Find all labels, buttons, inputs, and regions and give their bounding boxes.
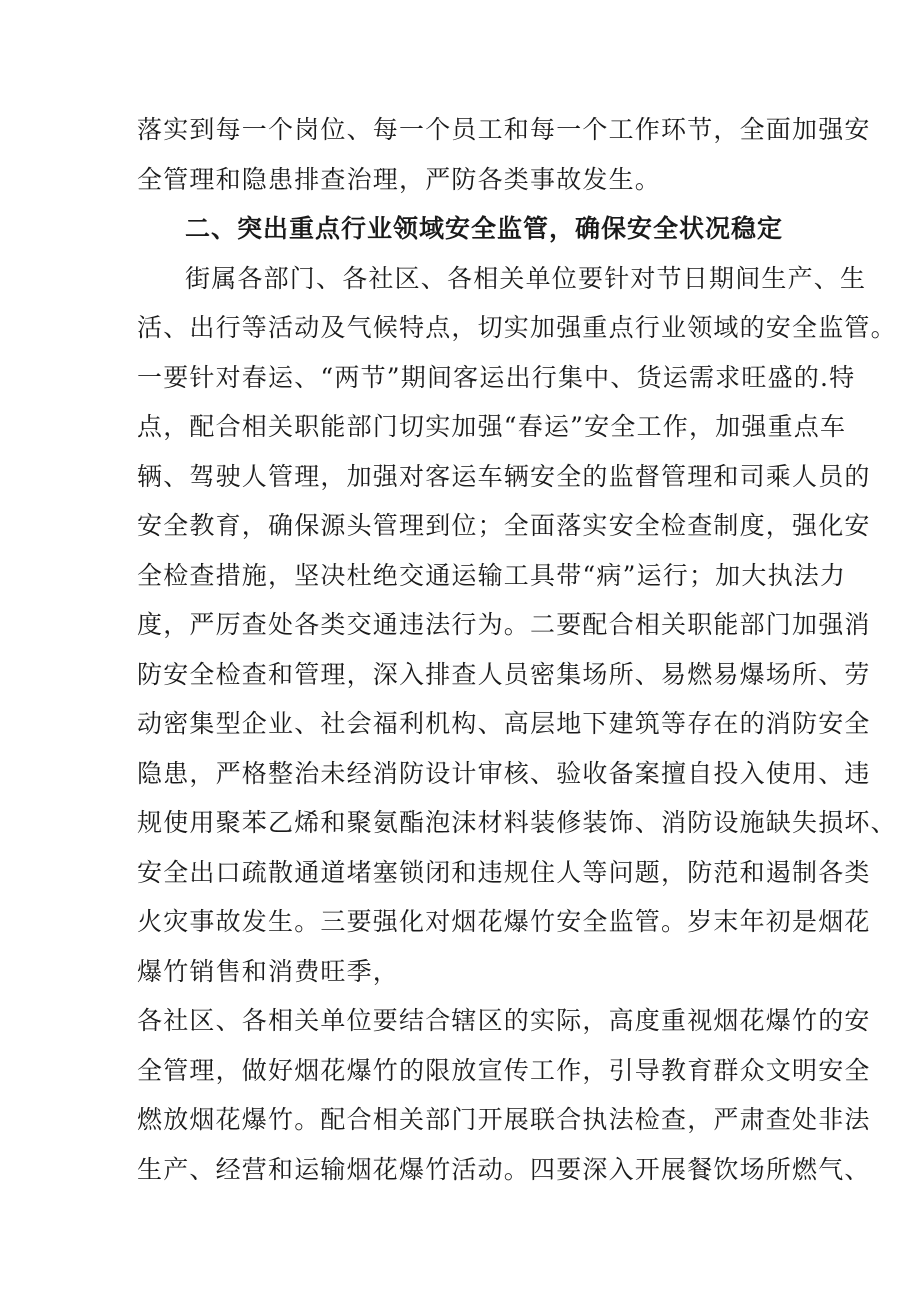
- text-line: 防安全检查和管理，深入排查人员密集场所、易燃易爆场所、劳: [137, 660, 871, 689]
- text-line: 安全出口疏散通道堵塞锁闭和违规住人等问题，防范和遏制各类: [137, 858, 871, 887]
- text-line: 安全教育，确保源头管理到位；全面落实安全检查制度，强化安: [137, 511, 871, 540]
- text-line: 全管理和隐患排查治理，严防各类事故发生。: [137, 165, 662, 194]
- text-line: 落实到每一个岗位、每一个员工和每一个工作环节，全面加强安: [137, 115, 871, 144]
- text-line: 辆、驾驶人管理，加强对客运车辆安全的监督管理和司乘人员的: [137, 462, 871, 491]
- text-line: 隐患，严格整治未经消防设计审核、验收备案擅自投入使用、违: [137, 759, 871, 788]
- text-line: 活、出行等活动及气候特点，切实加强重点行业领域的安全监管。: [137, 313, 897, 342]
- text-line: 火灾事故发生。三要强化对烟花爆竹安全监管。岁末年初是烟花: [137, 907, 871, 936]
- text-line: 一要针对春运、“两节”期间客运出行集中、货运需求旺盛的.特: [137, 363, 856, 392]
- text-line: 全检查措施，坚决杜绝交通运输工具带“病”运行；加大执法力: [137, 561, 847, 590]
- text-line: 动密集型企业、社会福利机构、高层地下建筑等存在的消防安全: [137, 709, 871, 738]
- text-line: 全管理，做好烟花爆竹的限放宣传工作，引导教育群众文明安全: [137, 1056, 871, 1085]
- text-line: 燃放烟花爆竹。配合相关部门开展联合执法检查，严肃查处非法: [137, 1105, 871, 1134]
- text-line: 爆竹销售和消费旺季，: [137, 957, 400, 986]
- text-line: 各社区、各相关单位要结合辖区的实际，高度重视烟花爆竹的安: [137, 1006, 871, 1035]
- section-heading: 二、突出重点行业领域安全监管，确保安全状况稳定: [185, 214, 784, 243]
- text-line: 度，严厉查处各类交通违法行为。二要配合相关职能部门加强消: [137, 610, 871, 639]
- text-line: 规使用聚苯乙烯和聚氨酯泡沫材料装修装饰、消防设施缺失损坏、: [137, 808, 897, 837]
- text-line: 点，配合相关职能部门切实加强“春运”安全工作，加强重点车: [137, 412, 847, 441]
- text-line: 街属各部门、各社区、各相关单位要针对节日期间生产、生: [185, 264, 867, 293]
- text-line: 生产、经营和运输烟花爆竹活动。四要深入开展餐饮场所燃气、: [137, 1155, 871, 1184]
